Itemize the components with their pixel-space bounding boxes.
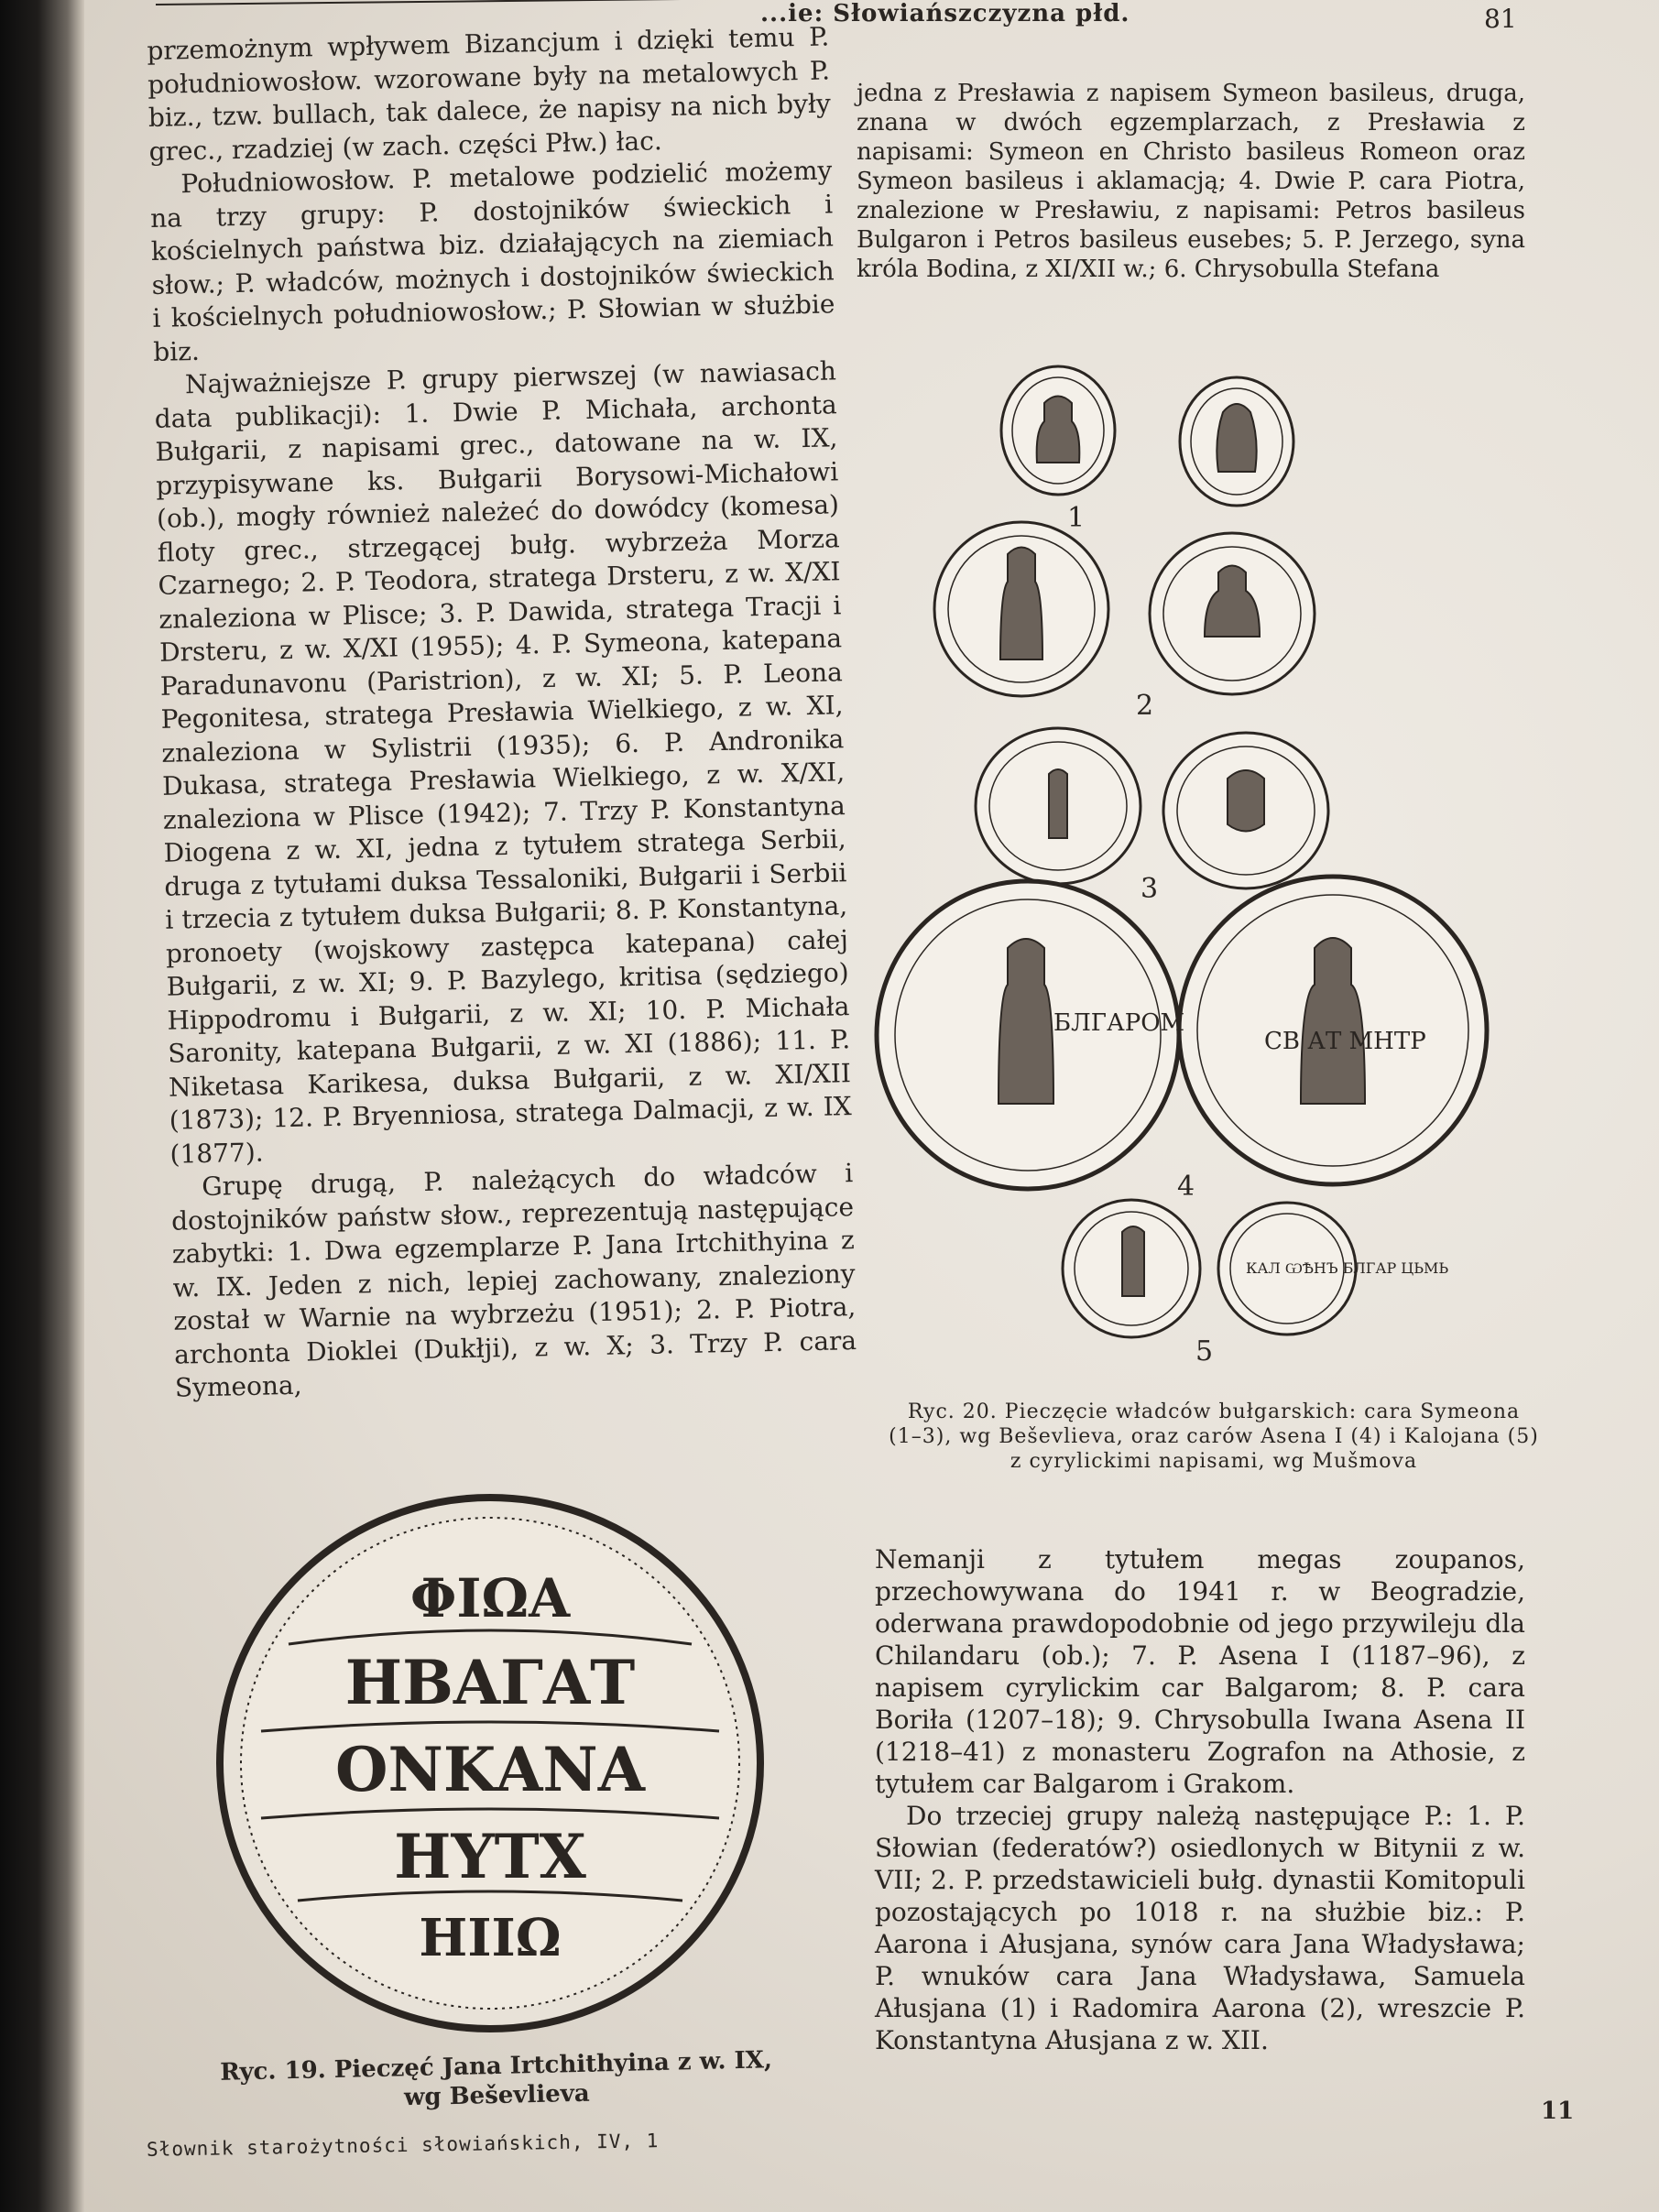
figure-19-line-1: ΦΙΩΑ bbox=[409, 1567, 571, 1629]
figure-20-label-2: 2 bbox=[1136, 690, 1154, 722]
paragraph-right-bottom-1: Nemanji z tytułem megas zoupanos, przechowywana do 1941 r. w Beogradzie, oderwana prawdopodobnie od jego przywileju dla Chilandaru (ob.); 7. P. Asena I (1187–96), z napisem cyrylickim car Balgarom; 8. P. cara Boriła (1207–18); 9. Chrysobulla Iwana Asena II (1218–41) z monasteru Zografon na Athosie, z tytułem car Balgarom i Grakom. bbox=[875, 1544, 1525, 1799]
figure-19-line-3: ΟΝΚΑΝΑ bbox=[335, 1734, 645, 1805]
paragraph-group-one: Najważniejsze P. grupy pierwszej (w nawiasach data publikacji): 1. Dwie P. Michała, archonta Bułgarii, z napisami grec., datowane na w. IX, przypisywane ks. Bułgarii Borysowi-Michałowi (ob.), mogły również należeć do dowódcy (komesa) floty grec., strzegącej bułg. wybrzeża Morza Czarnego; 2. P. Teodora, stratega Drsteru, z w. X/XI znaleziona w Plisce; 3. P. Dawida, stratega Tracji i Drsteru, z w. X/XI (1955); 4. P. Symeona, katepana Paradunavonu (Paristrion), z w. XI; 5. P. Leona Pegonitesa, stratega Presławia Wielkiego, z w. XI, znaleziona w Sylistrii (1935); 6. P. Andronika Dukasa, stratega Presławia Wielkiego, z w. X/XI, znaleziona w Plisce (1942); 7. Trzy P. Konstantyna Diogena z w. XI, jedna z tytułem stratega Serbii, druga z tytułami duksa Tessaloniki, Bułgarii i Serbii i trzecia z tytułem duksa Bułgarii; 8. P. Konstantyna, pronoety (wojskowy zastępca katepana) całej Bułgarii, z w. XI; 9. P. Bazylego, kritisa (sędziego) Hippodromu i Bułgarii, z w. XI; 10. P. Michała Saronity, katepana Bułgarii, z w. XI (1886); 11. P. Niketasa Karikesa, duksa Bułgarii, z w. XI/XII (1873); 12. P. Bryenniosa, stratega Dalmacji, z w. IX (1877). bbox=[154, 355, 853, 1170]
right-column-top bbox=[857, 79, 1525, 284]
figure-20-label-4: 4 bbox=[1177, 1171, 1195, 1203]
right-column-bottom bbox=[875, 1543, 1525, 2056]
seal-5-inscription: КАЛ ѠѢНЪ БЛГАР ЦЬМЬ bbox=[1246, 1259, 1449, 1277]
paragraph-right-top: jedna z Presławia z napisem Symeon basileus, druga, znana w dwóch egzemplarzach, z Presławia z napisami: Symeon en Christo basileus Romeon oraz Symeon basileus i aklamacją; 4. Dwie P. cara Piotra, znalezione w Presławiu, z napisami: Petros basileus Bulgaron i Petros basileus eusebes; 5. P. Jerzego, syna króla Bodina, z XI/XII w.; 6. Chrysobulla Stefana bbox=[857, 80, 1525, 283]
paragraph-group-two: Grupę drugą, P. należących do władców i dostojników państw słow., reprezentują następujące zabytki: 1. Dwa egzemplarze P. Jana Irtchithyina z w. IX. Jeden z nich, lepiej zachowany, znaleziony został w Warnie na wybrzeżu (1951); 2. P. Piotra, archonta Dioklei (Dukłji), z w. X; 3. Trzy P. cara Symeona, bbox=[170, 1158, 857, 1403]
printer-signature: 11 bbox=[1541, 2098, 1575, 2125]
figure-19-caption: Ryc. 19. Pieczęć Jana Irtchithyina z w. IX, wg Beševlieva bbox=[220, 2046, 773, 2112]
seal-4-reverse-inscription: СВ АТ МНТР bbox=[1264, 1028, 1426, 1055]
figure-20-label-5: 5 bbox=[1195, 1335, 1214, 1368]
footer-book-title: Słownik starożytności słowiańskich, IV, 1 bbox=[146, 2130, 660, 2161]
paragraph-groups: Południowosłow. P. metalowe podzielić możemy na trzy grupy: P. dostojników świeckich i kościelnych państwa biz. działających na ziemiach słow.; P. władców, możnych i dostojników świeckich i kościelnych południowosłow.; P. Słowian w służbie biz. bbox=[149, 155, 835, 367]
figure-20-label-1: 1 bbox=[1067, 502, 1086, 534]
figure-19-seal bbox=[206, 1488, 774, 2038]
figure-20-label-3: 3 bbox=[1141, 873, 1159, 905]
figure-20-caption: Ryc. 20. Pieczęcie władców bułgarskich: cara Symeona (1–3), wg Beševlieva, oraz carów Asena I (4) i Kalojana (5) z cyrylickimi napisami, wg Mušmova bbox=[889, 1400, 1539, 1473]
seal-4-obverse-inscription: БЛГАРОМ bbox=[1053, 1009, 1185, 1037]
book-binding-shadow bbox=[0, 0, 84, 2212]
page-number: 81 bbox=[1484, 4, 1517, 34]
figure-20-seals bbox=[861, 353, 1557, 1368]
figure-19-line-2: ΗΒΑΓΑΤ bbox=[344, 1647, 636, 1718]
left-column bbox=[147, 20, 857, 1405]
paragraph-right-bottom-2: Do trzeciej grupy należą następujące P.: 1. P. Słowian (federatów?) osiedlonych w Bitynii z w. VII; 2. P. przedstawicieli bułg. dynastii Komitopuli pozostających po 1018 r. na służbie biz.: P. Aarona i Ałusjana, synów cara Jana Władysława; P. wnuków cara Jana Władysława, Samuela Ałusjana (1) i Radomira Aarona (2), wreszcie P. Konstantyna Ałusjana z w. XII. bbox=[875, 1801, 1525, 2055]
running-head: ...ie: Słowiańszczyzna płd. bbox=[760, 0, 1130, 27]
figure-19-line-5: ΗΙΙΩ bbox=[419, 1908, 562, 1968]
paragraph-intro: przemożnym wpływem Bizancjum i dzięki temu P. południowosłow. wzorowane były na metalowych P. biz., tzw. bullach, tak dalece, że napisy na nich były grec., rzadziej (w zach. części Płw.) łac. bbox=[147, 21, 832, 167]
figure-19-line-4: ΗΥΤΧ bbox=[394, 1821, 586, 1892]
